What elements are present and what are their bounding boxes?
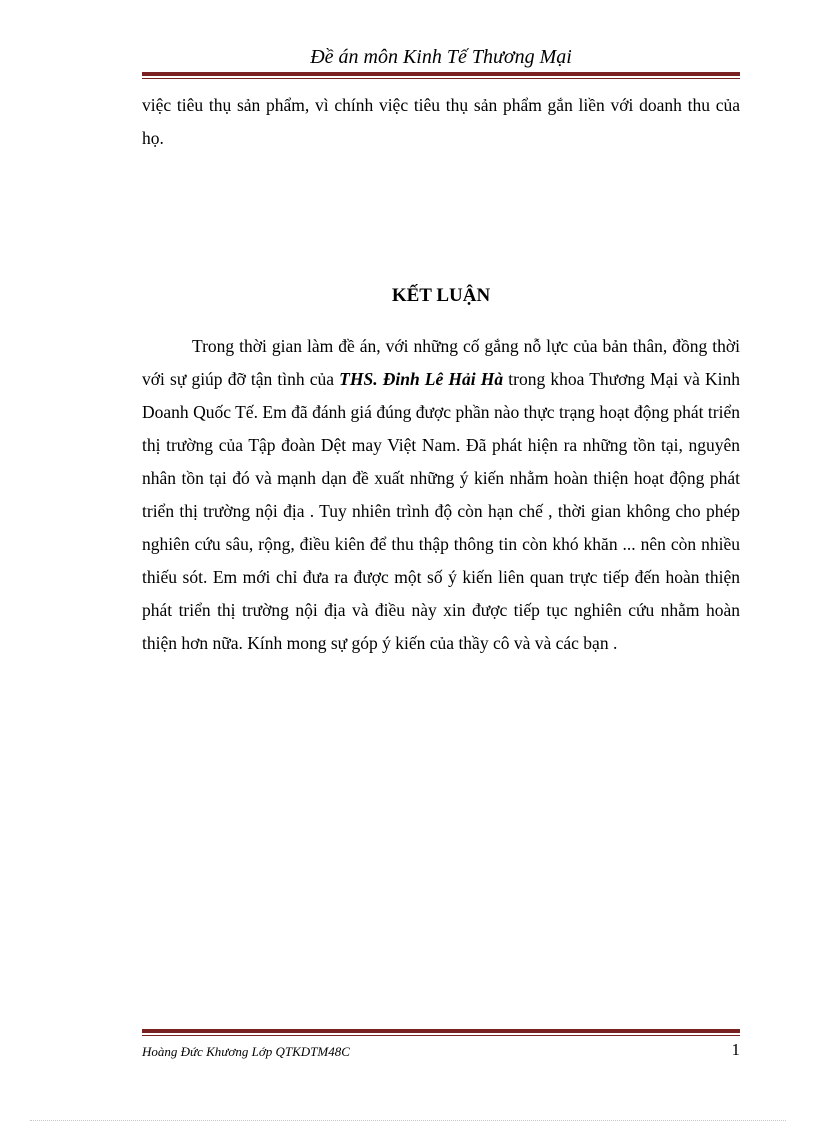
paragraph-text-part2: trong khoa Thương Mại và Kinh Doanh Quốc Tế. Em đã đánh giá đúng được phần nào thực trạng hoạt động phát triển thị trường của Tập đoàn Dệt may Việt Nam. Đã phát hiện ra những tồn tại, nguyên nhân tồn tại đó và mạnh dạn đề xuất những ý kiến nhằm hoàn thiện hoạt động phát triển thị trường nội địa . Tuy nhiên trình độ còn hạn chế , thời gian không cho phép nghiên cứu sâu, rộng, điều kiên để thu thập thông tin còn khó khăn ... nên còn nhiều thiếu sót. Em mới chỉ đưa ra được một số ý kiến liên quan trực tiếp đến hoàn thiện phát triển thị trường nội địa và điều này xin được tiếp tục nghiên cứu nhằm hoàn thiện hơn nữa. Kính mong sự góp ý kiến của thầy cô và và các bạn . [142, 369, 741, 653]
page-edge-divider [30, 1120, 786, 1121]
footer-rule [142, 1029, 740, 1036]
footer-author: Hoàng Đức Khương Lớp QTKDTM48C [142, 1044, 350, 1059]
paragraph-text-part1: Trong thời gian làm đề án, với những cố gắng nỗ lực của bản thân, đồng thời với sự giúp đỡ tận tình của [142, 336, 740, 389]
carry-over-paragraph: việc tiêu thụ sản phẩm, vì chính việc tiêu thụ sản phẩm gắn liền với doanh thu của họ. [142, 95, 740, 148]
advisor-name: THS. Đinh Lê Hải Hà [339, 369, 504, 389]
page-number: 1 [731, 1040, 740, 1059]
page-header-title: Đề án môn Kinh Tế Thương Mại [310, 46, 572, 68]
conclusion-paragraph [142, 330, 740, 660]
header-rule [142, 72, 740, 79]
section-heading: KẾT LUẬN [391, 285, 491, 306]
